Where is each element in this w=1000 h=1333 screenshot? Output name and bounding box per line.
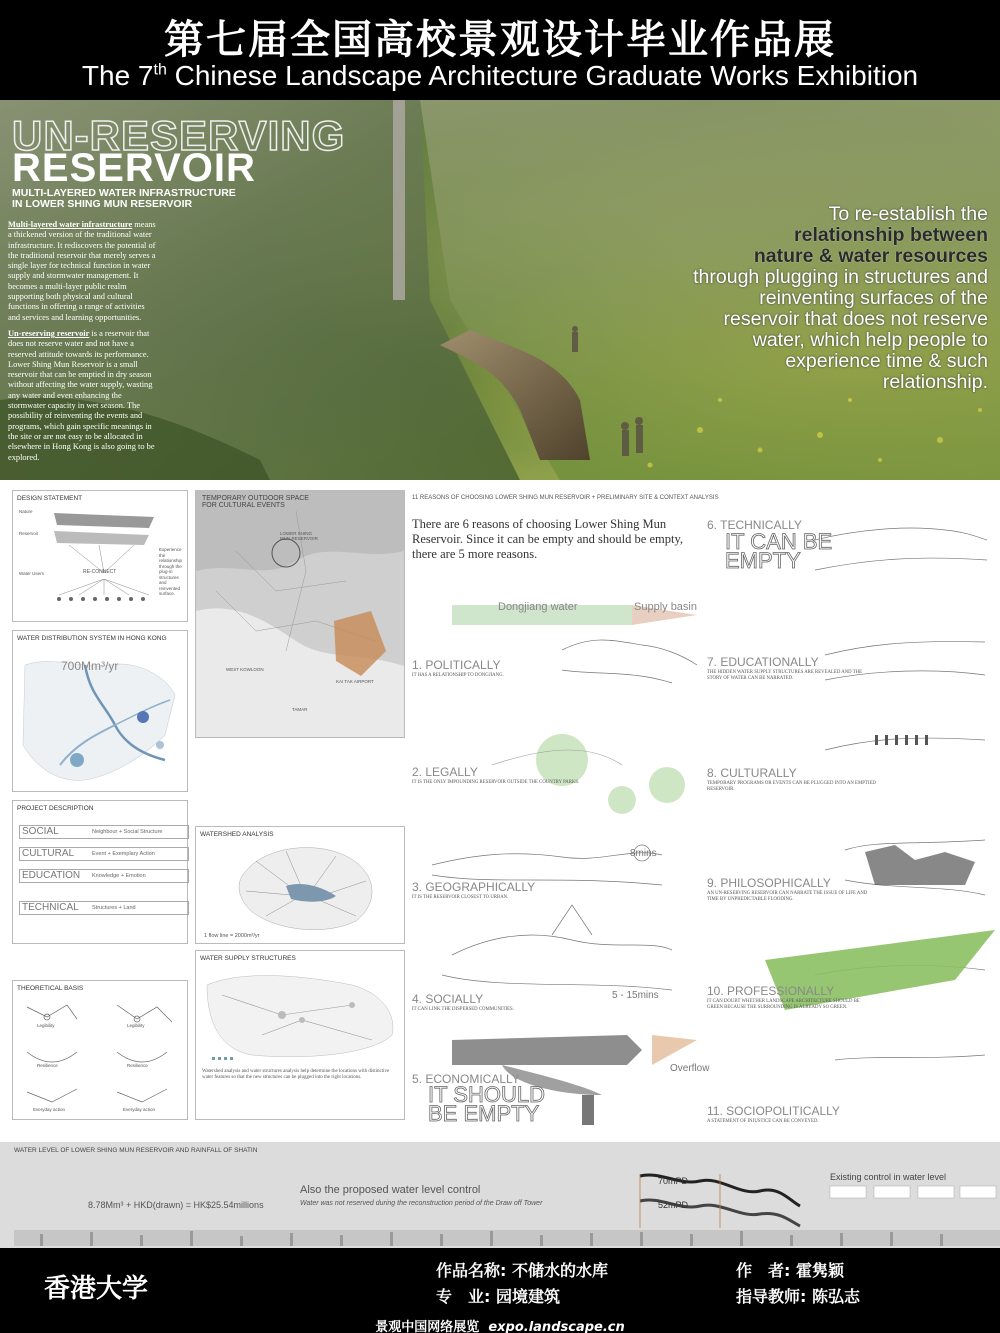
theoretical-basis-title: THEORETICAL BASIS [17,985,84,992]
water-level-note: Water was not reserved during the reconstruction period of the Draw off Tower [300,1200,543,1207]
pd-value: Structures + Land [92,905,136,911]
label-supply-basin: Supply basin [634,601,697,613]
exhibition-title-cn: 第七届全国高校景观设计毕业作品展 [164,17,836,63]
advisor: 指导教师: 陈弘志 [736,1287,860,1306]
project-subtitle: MULTI-LAYERED WATER INFRASTRUCTURE IN LOWER SHING MUN RESERVOIR [12,187,236,210]
proposed-water-level: Also the proposed water level control [300,1184,481,1196]
exhibition-credit: 景观中国网络展览 expo.landscape.cn [375,1320,625,1333]
pd-label: TECHNICAL [22,902,79,913]
water-level-stat: 8.78Mm³ + HKD(drawn) = HK$25.54millions [88,1200,264,1210]
intro-text: Multi-layered water infrastructure means a thickened version of the traditional water infrastructure. It rediscovers the potential of the traditional reservoir that merely serves a single layer for technical function in water supply and stormwater management. It becomes a multi-layer public realm supporting both physical and cultural functions in offering a range of activities and services and learning opportunities. Un-reserving reservoir is a reservoir that does not reserve water and not have a reserved attitude towards its performance. Lower Shing Mun Reservoir is a small reservoir that can be emptied in dry season without affecting the water supply, wasting any water and even enhancing the stormwater capacity in wet season. The possibility of reinventing the events and programs, which gain specific meanings in the site or are not easy to be allocated in elsewhere in Hong Kong is also going to be explored. [8,220,156,462]
water-level-title: WATER LEVEL OF LOWER SHING MUN RESERVOIR AND RAINFALL OF SHATIN [14,1147,258,1154]
theoretical-basis-panel [12,980,188,1120]
theory-label: Legibility [127,1023,145,1028]
school-name: 香港大学 [44,1274,149,1304]
label-dongjiang-water: Dongjiang water [498,601,578,613]
can-be-empty-text: IT CAN BE EMPTY [725,529,833,573]
pd-label: EDUCATION [22,870,81,881]
water-supply-title: WATER SUPPLY STRUCTURES [200,955,296,962]
pd-row-technical [19,901,189,915]
reason-6: 6. TECHNICALLY [707,518,802,532]
project-description-title: PROJECT DESCRIPTION [17,805,94,812]
water-distribution-title: WATER DISTRIBUTION SYSTEM IN HONG KONG [17,635,167,642]
existing-control-label: Existing control in water level [830,1172,947,1182]
reason-10: 10. PROFESSIONALLY IT CAN DOUBT WHETHER LANDSCAPE ARCHITECTURE SHOULD BE GREEN BECAUSE THE SURROUNDING IS ALREADY SO GREEN. [707,984,860,1010]
theory-label: Resilience [127,1063,148,1068]
reasons-intro: There are 6 reasons of choosing Lower Shing Mun Reservoir. Since it can be empty and should be empty, there are 5 more reasons. [412,517,684,561]
label-5-15mins: 5 - 15mins [612,990,659,1001]
reason-2: 2. LEGALLY IT IS THE ONLY IMPOUNDING RESERVOIR OUTSIDE THE COUNTRY PARKS. [412,765,580,785]
author: 作 者: 霍隽颖 [736,1261,844,1280]
reason-1: 1. POLITICALLY IT HAS A RELATIONSHIP TO DONGJIANG. [412,658,504,678]
label-water-users: Water Users [19,571,44,576]
pd-value: Neighbour + Social Structure [92,829,163,835]
label-8mins: 8mins [630,848,657,859]
label-reservoir: Reservoir [19,531,39,536]
hero-rendering [0,100,1000,480]
exhibition-footer [0,1248,1000,1333]
watershed-legend: 1 flow line = 2000m³/yr [204,933,260,939]
label-west-kowloon: WEST KOWLOON [226,667,264,672]
reason-8: 8. CULTURALLY TEMPORARY PROGRAMS OR EVENTS CAN BE PLUGGED INTO AN EMPTIED RESERVOIR. [707,766,876,792]
temporary-space-title: TEMPORARY OUTDOOR SPACE FOR CULTURAL EVENTS [202,495,309,509]
design-statement-note: Experience the relationship through the plug-in structures and reinvented surface. [159,547,183,596]
reason-5: 5. ECONOMICALLY [412,1072,520,1086]
theory-label: Resilience [37,1063,58,1068]
theory-label: Legibility [37,1023,55,1028]
water-supply-map [202,965,400,1065]
project-title: RESERVOIR [12,146,256,190]
project-description-panel [12,800,188,944]
tagline: To re-establish the relationship between nature & water resources through plugging in structures and reinventing surfaces of the reservoir that does not reserve water, which help people to experience time & such relationship. [693,203,988,393]
pd-label: SOCIAL [22,826,59,837]
label-kai-tak: KAI TAK AIRPORT [336,679,374,684]
hong-kong-map [196,491,404,737]
reasons-header: 11 REASONS OF CHOOSING LOWER SHING MUN RESERVOIR + PRELIMINARY SITE & CONTEXT ANALYSIS [412,495,719,501]
reason-3: 3. GEOGRAPHICALLY IT IS THE RESERVOIR CLOSEST TO URBAN. [412,880,536,900]
theoretical-diagrams [17,997,185,1115]
pd-value: Knowledge + Emotion [92,873,146,879]
label-lower-shing-mun: LOWER SHING MUN RESERVOIR [280,531,318,541]
pd-row-education [19,869,189,883]
project-title-outline: UN-RESERVING [12,112,346,159]
water-supply-caption: Watershed analysis and water structures analysis help determine the locations with distinctive water features so that the new structures can be plugged into the right locations. [202,1069,390,1080]
major: 专 业: 园境建筑 [436,1287,560,1306]
pd-row-social [19,825,189,839]
label-reconnect: RE-CONNECT [83,569,117,575]
reconnect-diagram [49,503,159,613]
design-statement-panel [12,490,188,622]
theory-label: Everyday action [33,1107,66,1112]
pd-row-cultural [19,847,189,861]
watershed-panel [195,826,405,944]
water-supply-panel [195,950,405,1120]
level-70mpd: 70mPD [658,1176,689,1186]
analysis-board [0,480,1000,1142]
design-statement-title: DESIGN STATEMENT [17,495,83,502]
should-be-empty-text: IT SHOULD BE EMPTY [428,1082,545,1126]
exhibition-title-en: The 7th Chinese Landscape Architecture Graduate Works Exhibition [81,60,919,91]
exhibition-header [0,0,1000,100]
reason-4: 4. SOCIALLY IT CAN LINK THE DISPERSED COMMUNITIES. [412,992,514,1012]
pd-label: CULTURAL [22,848,75,859]
watershed-map [226,841,386,933]
watershed-title: WATERSHED ANALYSIS [200,831,274,838]
water-distribution-panel [12,630,188,792]
level-52mpd: 52mPD [658,1200,689,1210]
water-distribution-value: 700Mm³/yr [61,659,119,673]
work-name: 作品名称: 不储水的水库 [436,1261,608,1280]
reason-11: 11. SOCIOPOLITICALLY A STATEMENT OF INJUSTICE CAN BE CONVEYED. [707,1104,840,1124]
reason-9: 9. PHILOSOPHICALLY AN UN-RESERVING RESERVOIR CAN NARRATE THE ISSUE OF LIFE AND TIME BY UNPREDICTABLE FLOODING. [707,876,868,902]
label-nature: Nature [19,509,33,514]
reason-7: 7. EDUCATIONALLY THE HIDDEN WATER SUPPLY STRUCTURES ARE REVEALED AND THE STORY OF WATER CAN BE NARRATED. [707,655,863,681]
label-overflow: Overflow [670,1063,710,1074]
reasons-sketches-right [705,500,995,1140]
label-tamar: TAMAR [292,707,308,712]
theory-label: Everyday action [123,1107,156,1112]
pd-value: Event + Exemplary Action [92,851,155,857]
temporary-space-map-panel [195,490,405,738]
water-level-strip [0,1142,1000,1248]
